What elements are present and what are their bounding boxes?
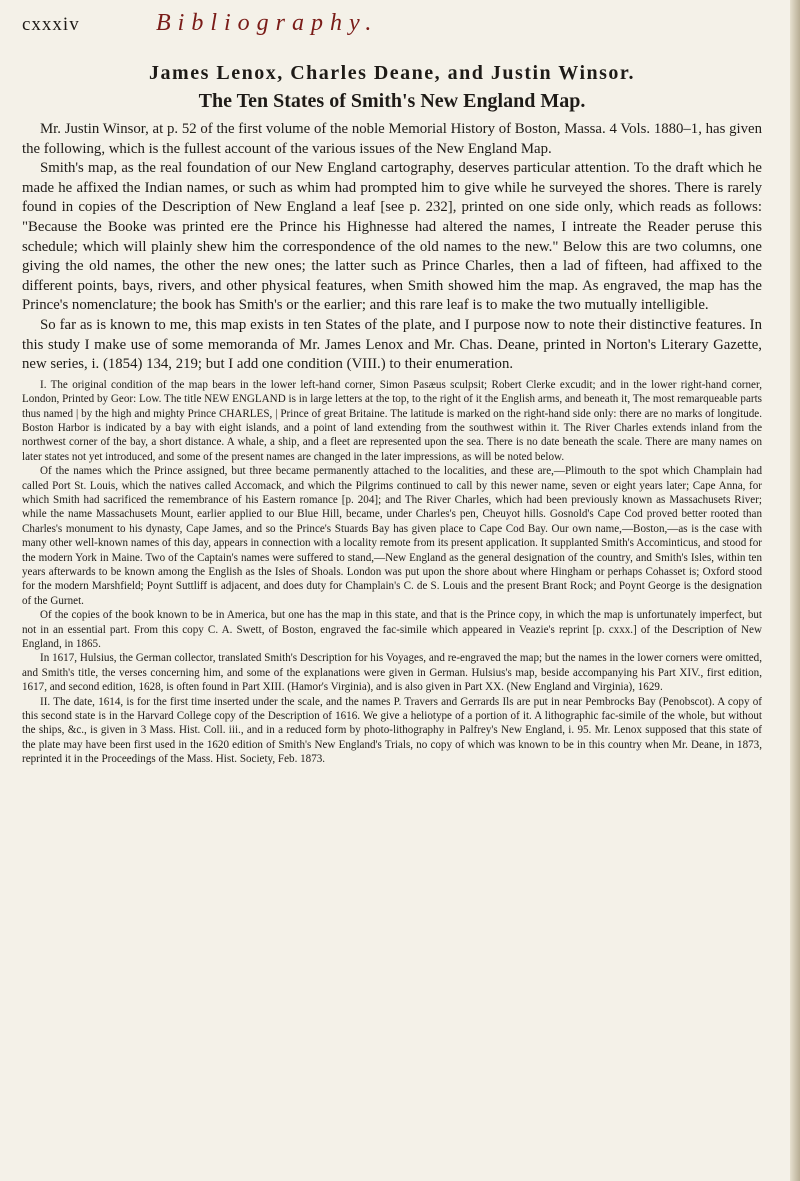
note-paragraph: Of the copies of the book known to be in America, but one has the map in this state, and that is the Prince copy, in which the map is unfortunately imperfect, but not in an essential part. From this copy C. A. Swett, of Boston, engraved the fac-simile which appeared in Veazie's reprint [p. cxxx.] of the Description of New England, in 1865. — [22, 609, 762, 651]
section-authors: James Lenox, Charles Deane, and Justin Winsor. — [149, 62, 635, 84]
page-number: cxxxiv — [22, 14, 80, 35]
page-content — [22, 60, 762, 767]
intro-paragraph: Mr. Justin Winsor, at p. 52 of the first volume of the noble Memorial History of Boston, Massa. 4 Vols. 1880–1, has given the following, which is the fullest account of the various issues of the New England Map. — [22, 121, 762, 157]
body-paragraph: So far as is known to me, this map exists in ten States of the plate, and I purpose now to note their distinctive features. In this study I make use of some memoranda of Mr. James Lenox and Mr. Chas. Deane, printed in Norton's Literary Gazette, new series, i. (1854) 134, 219; but I add one condition (VIII.) to their enumeration. — [22, 316, 762, 373]
note-paragraph: In 1617, Hulsius, the German collector, translated Smith's Description for his Voyages, and re-engraved the map; but the names in the lower corners were omitted, and Smith's title, the verses concerning him, and some of the explanations were given in German. Hulsius's map, beside accompanying his Part XIV., first edition, 1617, and second edition, 1628, is often found in Part XIII. (Hamor's Virginia), and is also given in Part XX. (New England and Virginia), 1629. — [22, 652, 762, 694]
running-head: Bibliography. — [156, 10, 379, 36]
page-header — [22, 10, 762, 40]
page-edge — [790, 0, 800, 1181]
section-subtitle: The Ten States of Smith's New England Map. — [198, 90, 586, 112]
note-paragraph: I. The original condition of the map bears in the lower left-hand corner, Simon Pasæus sculpsit; Robert Clerke excudit; and in the lower right-hand corner, London, Printed by Geor: Low. The title NEW ENGLAND is in large letters at the top, to the right of it the English arms, and beneath it, The most remarqueable parts thus named | by the high and mighty Prince CHARLES, | Prince of great Britaine. The latitude is marked on the right-hand side only: there are no marks of longitude. Boston Harbor is indicated by a bay with eight islands, and a point of land extending from the southwest within it. The River Charles extends inland from the northwest corner of the bay, a short distance. A whale, a ship, and a fleet are represented upon the sea. There is no date beneath the scale. There are many names on later states not yet introduced, and some of the present names are changed in the later impressions, as will be noted below. — [22, 378, 762, 463]
note-paragraph: Of the names which the Prince assigned, but three became permanently attached to the localities, and these are,—Plimouth to the spot which Champlain had called Port St. Louis, which the natives called Accomack, and which the Pilgrims continued to call by this newer name, seven or eight years later; Cape Anna, for which Smith had sacrificed the remembrance of his Eastern romance [p. 204]; and The River Charles, which had been previously known as Massachusets River; while the name Massachusets Mount, earlier applied to our Blue Hill, became, under Charles's pen, Cheuyot hills. Gosnold's Cape Cod proved better rooted than Charles's monument to his dynasty, Cape James, and so the Prince's Stuards Bay has given place to Cape Cod Bay. Our own name,—Boston,—as is the case with many other well-known names of this day, appears in connection with a locality remote from its present application. It supplanted Smith's Accominticus, and stood for the modern York in Maine. Two of the Captain's names were suffered to stand,—New England as the general designation of the country, and Smith's Isles, within ten years afterwards to be known among the English as the Isles of Shoals. London was put upon the shore about where Hingham or perhaps Cohasset is; Oxford stood for the modern Marshfield; Poynt Suttliff is adjacent, and does duty for Champlain's C. de S. Louis and the present Brant Rock; and Poynt George is the designation of the Gurnet. — [22, 465, 762, 607]
body-paragraph: Smith's map, as the real foundation of our New England cartography, deserves particular attention. To the draft which he made he affixed the Indian names, or such as whim had prompted him to give while he surveyed the shores. There is rarely found in copies of the Description of New England a leaf [see p. 232], printed on one side only, which reads as follows: "Because the Booke was printed ere the Prince his Highnesse had altered the names, I intreate the Reader peruse this schedule; which will plainly shew him the correspondence of the old names to the new." Below this are two columns, one giving the old names, the other the new ones; the latter such as Prince Charles, then a lad of fifteen, had affixed to the different points, bays, rivers, and other physical features, when Smith showed him the map. As engraved, the map has the Prince's nomenclature; the book has Smith's or the earlier; and this rare leaf is to make the two mutually intelligible. — [22, 160, 762, 314]
state-notes — [22, 378, 762, 767]
note-paragraph: II. The date, 1614, is for the first time inserted under the scale, and the names P. Travers and Gerrards Ils are put in near Pembrocks Bay (Penobscot). A copy of this second state is in the Harvard College copy of the Description of 1616. We give a heliotype of a portion of it. A lithographic fac-simile of the whole, but without the ships, &c., is given in 3 Mass. Hist. Coll. iii., and in a reduced form by photo-lithography in Palfrey's New England, i. 95. Mr. Lenox supposed that this state of the plate may have been first used in the 1620 edition of Smith's New England's Trials, no copy of which was known to be in this country when Mr. Deane, in 1873, reprinted it in the Proceedings of the Mass. Hist. Society, Feb. 1873. — [22, 695, 762, 766]
